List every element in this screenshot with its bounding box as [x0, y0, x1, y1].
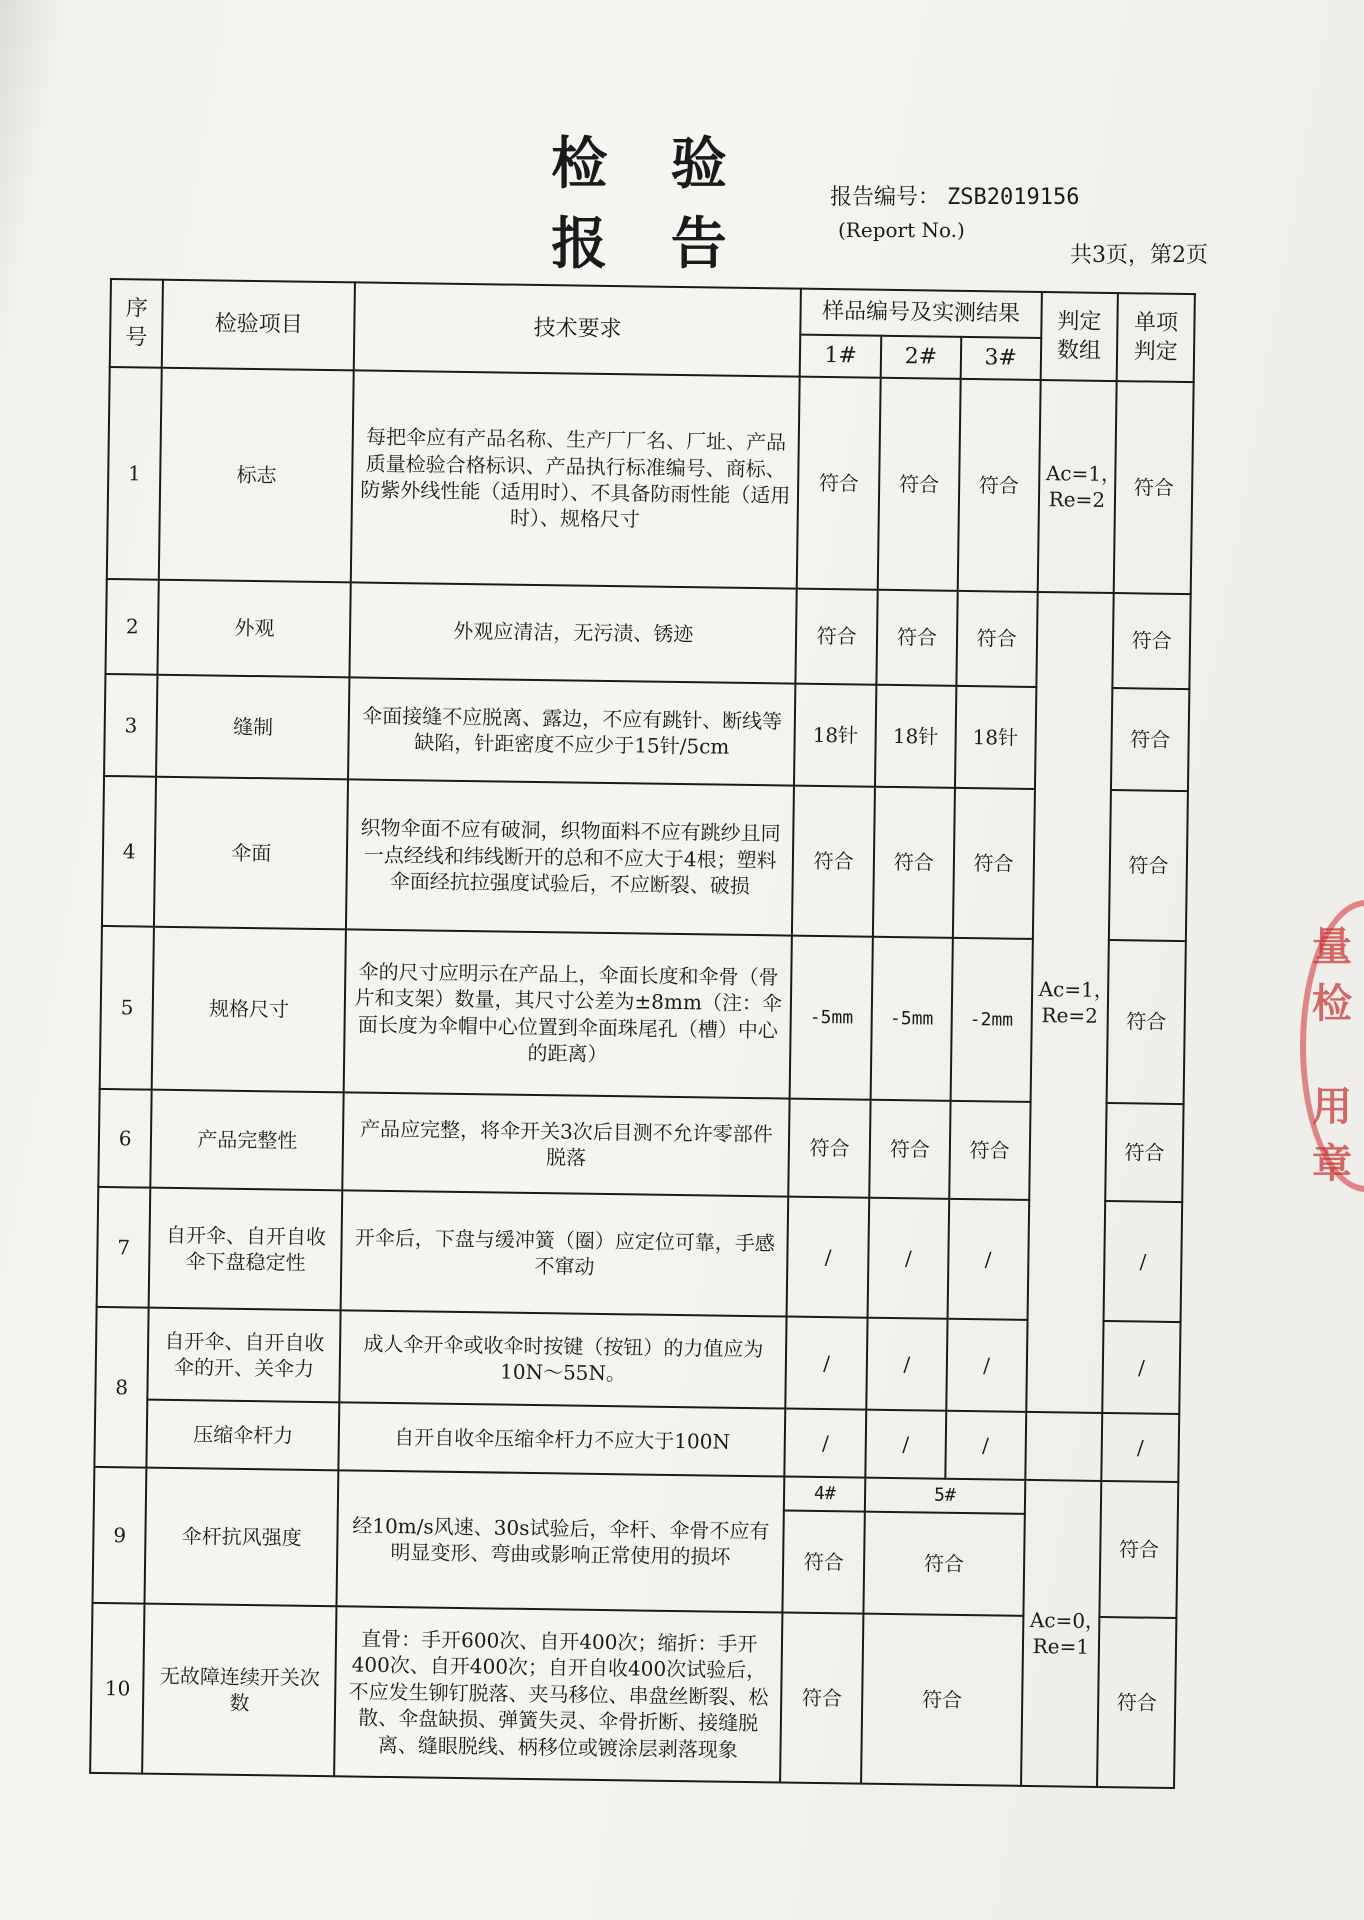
row-item: 伞面 [154, 777, 348, 930]
row-seq: 4 [102, 776, 157, 927]
header-verdict: 单项判定 [1117, 293, 1195, 382]
row-result-5: 符合 [861, 1614, 1023, 1786]
row-result-4: 符合 [780, 1613, 863, 1784]
row-result-1: / [786, 1317, 868, 1410]
row-result-1: 符合 [792, 786, 875, 937]
row-requirement: 每把伞应有产品名称、生产厂厂名、厂址、产品质量检验合格标识、产品执行标准编号、商标、防紫外线性能（适用时）、不具备防雨性能（适用时）、规格尺寸 [351, 370, 800, 588]
row-seq: 3 [104, 674, 158, 777]
row-result-4: 符合 [783, 1511, 865, 1614]
row-result-1: 符合 [796, 589, 878, 685]
row-result-3: / [945, 1411, 1026, 1480]
header-sample-1: 1# [800, 335, 881, 378]
report-number-label: 报告编号： [830, 185, 941, 210]
table-row [90, 1603, 1176, 1788]
row-item: 自开伞、自开自收伞下盘稳定性 [149, 1188, 342, 1311]
row-criteria: Ac=1，Re=2 [1037, 380, 1117, 593]
row-result-1: 18针 [794, 684, 876, 787]
row-requirement: 织物伞面不应有破洞，织物面料不应有跳纱且同一点经线和纬线断开的总和不应大于4根；塑料伞面经抗拉强度试验后，不应断裂、破损 [346, 779, 794, 935]
row-result-5: 符合 [864, 1512, 1025, 1616]
header-sample-2: 2# [881, 336, 961, 379]
row-seq: 6 [98, 1089, 152, 1188]
page-title: 检 验 报 告 [551, 131, 749, 277]
row-result-2: 符合 [878, 378, 961, 591]
row-item: 压缩伞杆力 [147, 1400, 340, 1471]
row-requirement: 伞面接缝不应脱离、露边，不应有跳针、断线等缺陷，针距密度不应少于15针/5cm [348, 677, 795, 785]
row-result-1: -5mm [790, 936, 873, 1100]
row-result-1: 符合 [789, 1099, 871, 1198]
row-verdict: / [1103, 1321, 1181, 1414]
row-result-3: 符合 [956, 591, 1037, 687]
row-result-2: / [865, 1410, 946, 1479]
report-number-en: (Report No.) [838, 218, 965, 242]
row-item: 自开伞、自开自收伞的开、关伞力 [148, 1308, 341, 1403]
row-verdict: 符合 [1097, 1617, 1176, 1788]
criteria-group-2: Ac=1，Re=2 [1026, 592, 1114, 1413]
row-result-1: / [787, 1197, 869, 1318]
row-verdict: 符合 [1109, 790, 1188, 941]
row-requirement: 经10m/s风速、30s试验后，伞杆、伞骨不应有明显变形、弯曲或影响正常使用的损坏 [337, 1470, 785, 1612]
row-result-3: / [946, 1319, 1027, 1412]
row-item: 标志 [159, 368, 354, 583]
row-verdict: 符合 [1107, 940, 1186, 1104]
row-item: 规格尺寸 [152, 927, 346, 1093]
row-result-3: / [947, 1199, 1028, 1320]
row-verdict: 符合 [1105, 1103, 1183, 1202]
row-result-1: 符合 [797, 377, 881, 590]
row-result-3: 符合 [958, 379, 1041, 592]
row-verdict: / [1104, 1201, 1182, 1322]
report-number-value: ZSB2019156 [947, 185, 1080, 210]
row-result-2: 符合 [876, 590, 957, 686]
row-seq: 9 [93, 1467, 147, 1604]
header-item: 检验项目 [162, 280, 355, 371]
row-verdict: / [1102, 1413, 1180, 1482]
header-criteria: 判定数组 [1040, 292, 1118, 381]
row-seq: 2 [105, 579, 159, 675]
row-requirement: 自开自收伞压缩伞杆力不应大于100N [339, 1402, 786, 1476]
row-verdict: 符合 [1113, 593, 1191, 689]
row-verdict: 符合 [1114, 381, 1194, 594]
row-requirement: 产品应完整，将伞开关3次后目测不允许零部件脱落 [343, 1092, 790, 1196]
row-seq: 8 [94, 1307, 149, 1468]
table-row [97, 1187, 1183, 1322]
table-row [107, 367, 1194, 594]
header-sample-3: 3# [960, 337, 1040, 380]
row-verdict: 符合 [1111, 688, 1189, 791]
row-requirement: 外观应清洁，无污渍、锈迹 [350, 582, 797, 683]
row-item: 缝制 [157, 675, 350, 780]
row-result-2: 符合 [873, 787, 955, 938]
row-item: 伞杆抗风强度 [145, 1468, 339, 1607]
row-item: 产品完整性 [151, 1090, 344, 1191]
table-row [104, 674, 1189, 791]
table-row [95, 1307, 1180, 1414]
row-criteria-blank [1025, 1412, 1103, 1481]
row-verdict: 符合 [1100, 1481, 1179, 1618]
row-result-2: / [868, 1198, 949, 1319]
row-result-3: 符合 [949, 1101, 1030, 1200]
row-result-1: / [785, 1409, 867, 1478]
row-result-2: 符合 [869, 1100, 950, 1199]
table-row [102, 776, 1188, 941]
row-result-2: / [866, 1318, 947, 1411]
sample-4-label: 4# [784, 1477, 865, 1512]
table-row [105, 579, 1190, 689]
row-item: 无故障连续开关次数 [143, 1604, 337, 1777]
row-result-3: -2mm [950, 938, 1032, 1102]
sample-5-label: 5# [865, 1478, 1025, 1514]
table-row [98, 1089, 1183, 1202]
header-requirement: 技术要求 [354, 282, 801, 376]
row-seq: 5 [100, 926, 155, 1090]
row-result-3: 符合 [953, 788, 1035, 939]
criteria-group-3: Ac=0，Re=1 [1021, 1480, 1102, 1787]
row-result-2: 18针 [875, 685, 956, 788]
row-seq: 1 [107, 367, 162, 580]
report-number [830, 180, 1079, 211]
row-item: 外观 [158, 580, 351, 678]
stamp-text-bottom: 用章 [1312, 1084, 1352, 1187]
page-count: 共3页，第2页 [1070, 243, 1208, 268]
row-seq: 7 [97, 1187, 151, 1308]
table-row [100, 926, 1186, 1104]
row-requirement: 直骨：手开600次、自开400次；缩折：手开400次、自开400次；自开自收400次试验后，不应发生铆钉脱落、夹马移位、串盘丝断裂、松散、伞盘缺损、弹簧失灵、伞骨折断、接缝脱离、缝眼脱线、柄移位或镀涂层剥落现象 [334, 1606, 782, 1782]
row-result-2: -5mm [871, 937, 953, 1101]
header-samples: 样品编号及实测结果 [801, 289, 1042, 338]
row-seq: 10 [90, 1603, 145, 1774]
stamp-text-top: 量检 [1312, 924, 1352, 1027]
row-result-3: 18针 [955, 686, 1036, 789]
header-row [110, 279, 1195, 340]
row-requirement: 伞的尺寸应明示在产品上，伞面长度和伞骨（骨片和支架）数量，其尺寸公差为±8mm（注：伞面长度为伞帽中心位置到伞面珠尾孔（槽）中心的距离） [344, 929, 792, 1098]
row-requirement: 成人伞开伞或收伞时按键（按钮）的力值应为10N～55N。 [340, 1310, 787, 1408]
header-seq: 序号 [110, 279, 164, 368]
inspection-table [89, 278, 1196, 1789]
row-requirement: 开伞后，下盘与缓冲簧（圈）应定位可靠，手感不窜动 [341, 1190, 789, 1316]
